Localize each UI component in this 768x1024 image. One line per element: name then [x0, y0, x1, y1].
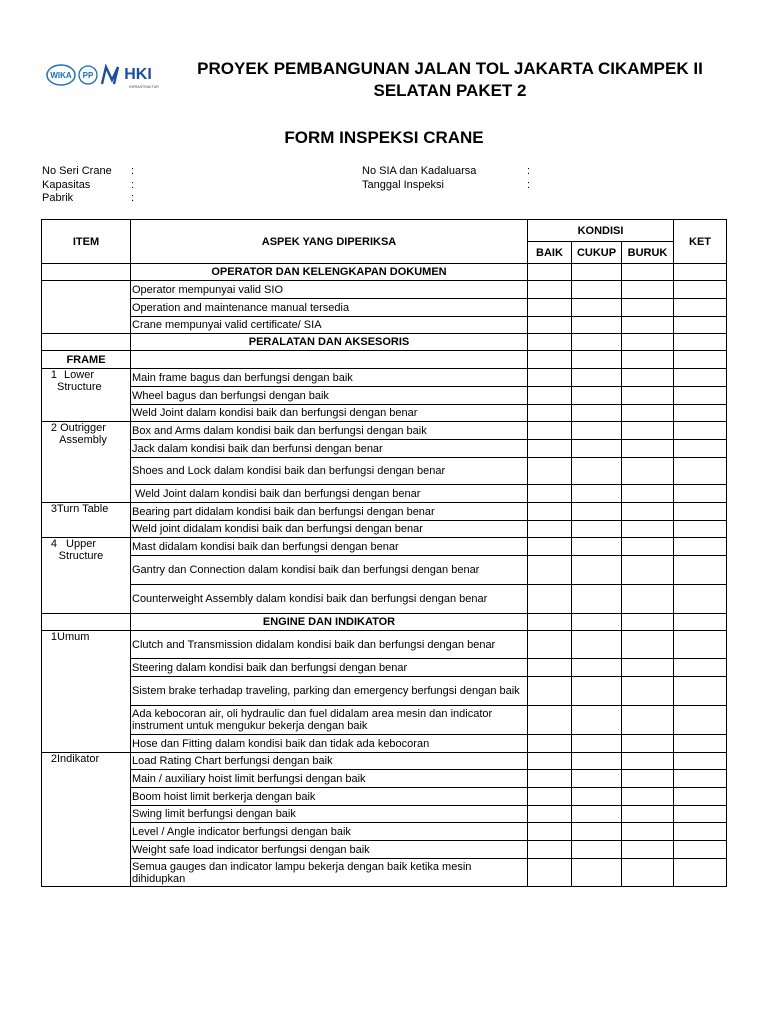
check-item: Ada kebocoran air, oli hydraulic dan fuel didalam area mesin dan indicator instrument untuk mengukur bekerja dengan baik	[131, 706, 528, 735]
baik-cell[interactable]	[528, 369, 572, 387]
buruk-cell[interactable]	[622, 387, 674, 405]
kapasitas-colon: :	[131, 179, 135, 191]
check-item: Box and Arms dalam kondisi baik dan berfungsi dengan baik	[131, 422, 528, 440]
ket-cell[interactable]	[674, 677, 727, 706]
buruk-cell[interactable]	[622, 631, 674, 659]
ket-cell[interactable]	[674, 422, 727, 440]
baik-cell[interactable]	[528, 299, 572, 317]
cukup-cell[interactable]	[572, 485, 622, 503]
baik-cell[interactable]	[528, 753, 572, 770]
project-title-line2: SELATAN PAKET 2	[373, 81, 527, 100]
ket-cell[interactable]	[674, 659, 727, 677]
project-title-line1: PROYEK PEMBANGUNAN JALAN TOL JAKARTA CIKAMPEK II	[197, 59, 703, 78]
section-header: PERALATAN DAN AKSESORIS	[131, 334, 528, 351]
pp-logo-text: PP	[82, 71, 94, 80]
ket-cell[interactable]	[674, 440, 727, 458]
buruk-cell[interactable]	[622, 556, 674, 585]
tanggal-inspeksi-colon: :	[527, 179, 531, 191]
check-item: Weight safe load indicator berfungsi dengan baik	[131, 841, 528, 859]
ket-cell[interactable]	[674, 458, 727, 485]
cukup-cell[interactable]	[572, 281, 622, 299]
form-title: FORM INSPEKSI CRANE	[284, 128, 484, 147]
cukup-cell[interactable]	[572, 405, 622, 422]
check-item: Steering dalam kondisi baik dan berfungsi dengan benar	[131, 659, 528, 677]
cukup-cell[interactable]	[572, 521, 622, 538]
buruk-cell[interactable]	[622, 788, 674, 806]
check-item: Boom hoist limit berkerja dengan baik	[131, 788, 528, 806]
company-logos	[46, 62, 164, 90]
group-turn-table: 3Turn Table	[42, 503, 131, 538]
buruk-cell[interactable]	[622, 503, 674, 521]
baik-cell[interactable]	[528, 770, 572, 788]
cukup-cell[interactable]	[572, 823, 622, 841]
ket-cell[interactable]	[674, 806, 727, 823]
buruk-cell[interactable]	[622, 585, 674, 614]
ket-cell[interactable]	[674, 823, 727, 841]
ket-cell[interactable]	[674, 521, 727, 538]
check-item: Counterweight Assembly dalam kondisi baik dan berfungsi dengan benar	[131, 585, 528, 614]
cukup-cell[interactable]	[572, 538, 622, 556]
tanggal-inspeksi-label: Tanggal Inspeksi	[362, 179, 444, 191]
ket-cell[interactable]	[674, 788, 727, 806]
section-header: OPERATOR DAN KELENGKAPAN DOKUMEN	[131, 264, 528, 281]
check-item: Mast didalam kondisi baik dan berfungsi dengan benar	[131, 538, 528, 556]
check-item: Crane mempunyai valid certificate/ SIA	[131, 317, 528, 334]
baik-cell[interactable]	[528, 735, 572, 753]
baik-cell[interactable]	[528, 659, 572, 677]
pabrik-label: Pabrik	[42, 192, 74, 204]
check-item: Weld Joint dalam kondisi baik dan berfungsi dengan benar	[131, 405, 528, 422]
check-item: Main / auxiliary hoist limit berfungsi dengan baik	[131, 770, 528, 788]
baik-cell[interactable]	[528, 538, 572, 556]
ket-cell[interactable]	[674, 706, 727, 735]
check-item: Jack dalam kondisi baik dan berfunsi dengan benar	[131, 440, 528, 458]
ket-cell[interactable]	[674, 538, 727, 556]
col-ket-header: KET	[674, 220, 727, 264]
buruk-cell[interactable]	[622, 422, 674, 440]
ket-cell[interactable]	[674, 503, 727, 521]
cukup-cell[interactable]	[572, 770, 622, 788]
check-item: Main frame bagus dan berfungsi dengan baik	[131, 369, 528, 387]
check-item: Operator mempunyai valid SIO	[131, 281, 528, 299]
hki-logo-subtext: INFRASTRUKTUR	[129, 85, 159, 89]
baik-cell[interactable]	[528, 281, 572, 299]
check-item: Clutch and Transmission didalam kondisi baik dan berfungsi dengan benar	[131, 631, 528, 659]
wika-logo-text: WIKA	[50, 71, 72, 80]
group-outrigger-assembly: 2 Outrigger Assembly	[42, 422, 131, 503]
cukup-cell[interactable]	[572, 440, 622, 458]
group-lower-structure: 1 Lower Structure	[42, 369, 131, 422]
ket-cell[interactable]	[674, 317, 727, 334]
check-item: Operation and maintenance manual tersedia	[131, 299, 528, 317]
buruk-cell[interactable]	[622, 859, 674, 887]
col-aspek-header: ASPEK YANG DIPERIKSA	[131, 220, 528, 264]
baik-cell[interactable]	[528, 841, 572, 859]
cukup-cell[interactable]	[572, 659, 622, 677]
cukup-cell[interactable]	[572, 299, 622, 317]
baik-cell[interactable]	[528, 440, 572, 458]
baik-cell[interactable]	[528, 788, 572, 806]
ket-cell[interactable]	[674, 281, 727, 299]
check-item: Load Rating Chart berfungsi dengan baik	[131, 753, 528, 770]
baik-cell[interactable]	[528, 806, 572, 823]
buruk-cell[interactable]	[622, 735, 674, 753]
cukup-cell[interactable]	[572, 677, 622, 706]
baik-cell[interactable]	[528, 485, 572, 503]
cukup-cell[interactable]	[572, 317, 622, 334]
ket-cell[interactable]	[674, 735, 727, 753]
cukup-cell[interactable]	[572, 841, 622, 859]
baik-cell[interactable]	[528, 631, 572, 659]
baik-cell[interactable]	[528, 823, 572, 841]
baik-cell[interactable]	[528, 503, 572, 521]
no-sia-label: No SIA dan Kadaluarsa	[362, 165, 477, 177]
check-item: Hose dan Fitting dalam kondisi baik dan tidak ada kebocoran	[131, 735, 528, 753]
cukup-cell[interactable]	[572, 585, 622, 614]
ket-cell[interactable]	[674, 485, 727, 503]
check-item: Semua gauges dan indicator lampu bekerja dengan baik ketika mesin dihidupkan	[131, 859, 528, 887]
buruk-cell[interactable]	[622, 823, 674, 841]
buruk-cell[interactable]	[622, 753, 674, 770]
check-item: Wheel bagus dan berfungsi dengan baik	[131, 387, 528, 405]
col-cukup-header: CUKUP	[572, 242, 622, 264]
baik-cell[interactable]	[528, 458, 572, 485]
ket-cell[interactable]	[674, 841, 727, 859]
check-item: Gantry dan Connection dalam kondisi baik dan berfungsi dengan benar	[131, 556, 528, 585]
col-item-header: ITEM	[42, 220, 131, 264]
cukup-cell[interactable]	[572, 859, 622, 887]
buruk-cell[interactable]	[622, 659, 674, 677]
group-umum: 1Umum	[42, 631, 131, 753]
pabrik-colon: :	[131, 192, 135, 204]
no-seri-crane-label: No Seri Crane	[42, 165, 112, 177]
cukup-cell[interactable]	[572, 631, 622, 659]
baik-cell[interactable]	[528, 859, 572, 887]
baik-cell[interactable]	[528, 706, 572, 735]
buruk-cell[interactable]	[622, 538, 674, 556]
baik-cell[interactable]	[528, 422, 572, 440]
baik-cell[interactable]	[528, 556, 572, 585]
buruk-cell[interactable]	[622, 405, 674, 422]
inspection-table	[41, 219, 727, 887]
ket-cell[interactable]	[674, 405, 727, 422]
col-baik-header: BAIK	[528, 242, 572, 264]
baik-cell[interactable]	[528, 387, 572, 405]
buruk-cell[interactable]	[622, 485, 674, 503]
buruk-cell[interactable]	[622, 677, 674, 706]
check-item: Bearing part didalam kondisi baik dan berfungsi dengan benar	[131, 503, 528, 521]
cukup-cell[interactable]	[572, 556, 622, 585]
section-header: ENGINE DAN INDIKATOR	[131, 614, 528, 631]
check-item: Weld joint didalam kondisi baik dan berfungsi dengan benar	[131, 521, 528, 538]
check-item: Swing limit berfungsi dengan baik	[131, 806, 528, 823]
cukup-cell[interactable]	[572, 458, 622, 485]
buruk-cell[interactable]	[622, 458, 674, 485]
cukup-cell[interactable]	[572, 369, 622, 387]
check-item: Level / Angle indicator berfungsi dengan baik	[131, 823, 528, 841]
ket-cell[interactable]	[674, 299, 727, 317]
ket-cell[interactable]	[674, 631, 727, 659]
buruk-cell[interactable]	[622, 841, 674, 859]
cukup-cell[interactable]	[572, 806, 622, 823]
frame-label: FRAME	[42, 351, 131, 369]
buruk-cell[interactable]	[622, 369, 674, 387]
hki-logo-text: HKI	[124, 66, 152, 83]
no-seri-crane-colon: :	[131, 165, 135, 177]
buruk-cell[interactable]	[622, 281, 674, 299]
buruk-cell[interactable]	[622, 299, 674, 317]
buruk-cell[interactable]	[622, 706, 674, 735]
buruk-cell[interactable]	[622, 317, 674, 334]
cukup-cell[interactable]	[572, 706, 622, 735]
kapasitas-label: Kapasitas	[42, 179, 91, 191]
check-item: Shoes and Lock dalam kondisi baik dan berfungsi dengan benar	[131, 458, 528, 485]
baik-cell[interactable]	[528, 677, 572, 706]
col-kondisi-header: KONDISI	[528, 220, 674, 242]
ket-cell[interactable]	[674, 859, 727, 887]
baik-cell[interactable]	[528, 405, 572, 422]
cukup-cell[interactable]	[572, 387, 622, 405]
cukup-cell[interactable]	[572, 788, 622, 806]
buruk-cell[interactable]	[622, 440, 674, 458]
buruk-cell[interactable]	[622, 806, 674, 823]
baik-cell[interactable]	[528, 521, 572, 538]
check-item: Sistem brake terhadap traveling, parking dan emergency berfungsi dengan baik	[131, 677, 528, 706]
no-sia-colon: :	[527, 165, 531, 177]
cukup-cell[interactable]	[572, 503, 622, 521]
buruk-cell[interactable]	[622, 770, 674, 788]
group-indikator: 2Indikator	[42, 753, 131, 887]
cukup-cell[interactable]	[572, 735, 622, 753]
ket-cell[interactable]	[674, 753, 727, 770]
cukup-cell[interactable]	[572, 422, 622, 440]
ket-cell[interactable]	[674, 369, 727, 387]
baik-cell[interactable]	[528, 317, 572, 334]
ket-cell[interactable]	[674, 556, 727, 585]
check-item: Weld Joint dalam kondisi baik dan berfungsi dengan benar	[131, 485, 528, 503]
col-buruk-header: BURUK	[622, 242, 674, 264]
buruk-cell[interactable]	[622, 521, 674, 538]
ket-cell[interactable]	[674, 770, 727, 788]
ket-cell[interactable]	[674, 387, 727, 405]
cukup-cell[interactable]	[572, 753, 622, 770]
hki-mark-icon	[102, 67, 118, 84]
group-upper-structure: 4 Upper Structure	[42, 538, 131, 614]
baik-cell[interactable]	[528, 585, 572, 614]
ket-cell[interactable]	[674, 585, 727, 614]
